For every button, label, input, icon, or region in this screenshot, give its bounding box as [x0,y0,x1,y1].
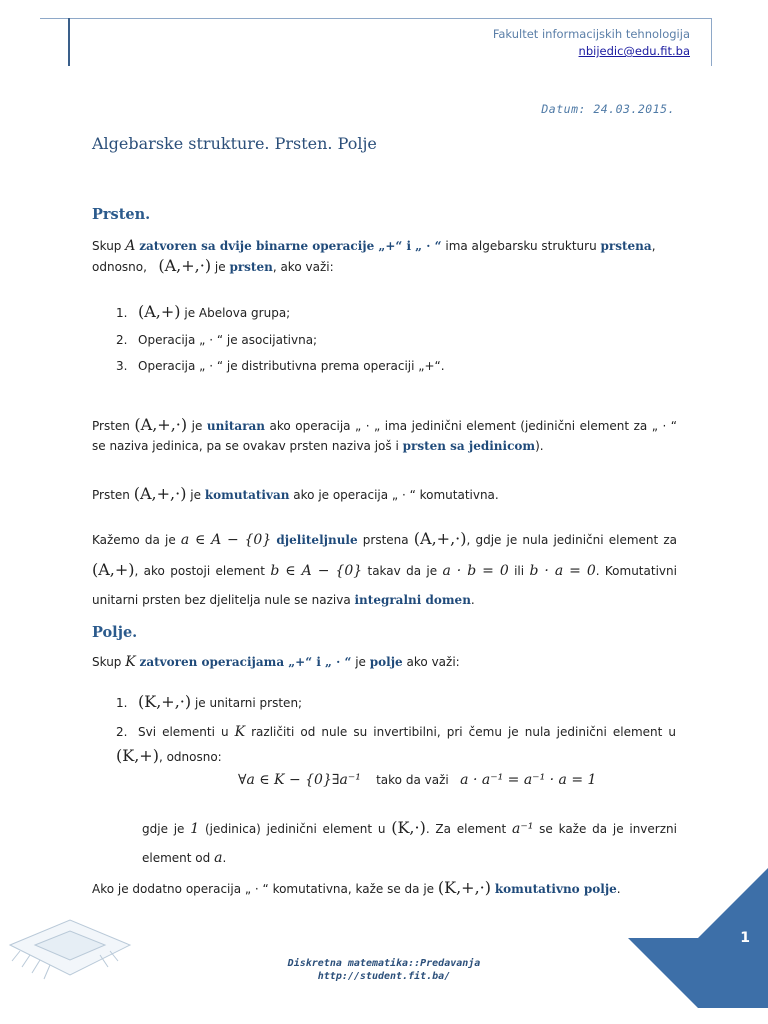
page-title: Algebarske strukture. Prsten. Polje [92,134,377,153]
komutativan-paragraph: Prsten (A,+,·) je komutativan ako je operacija „ · “ komutativna. [92,484,499,503]
list-item: 2. Svi elementi u K različiti od nule su invertibilni, pri čemu je nula jedinični element u (K,+), odnosno: [116,724,676,765]
list-item: 1. (K,+,·) je unitarni prsten; [116,692,303,711]
jedinica-paragraph: gdje je 1 (jedinica) jedinični element u (K,·). Za element a⁻¹ se kaže da je inverzni element od a. [142,818,677,866]
header-rule [40,18,712,19]
chip-icon [0,905,140,1005]
unitaran-paragraph: Prsten (A,+,·) je unitaran ako operacija „ · „ ima jedinični element (jedinični element za „ · “ se naziva jedinica, pa se ovakav prsten naziva još i prsten sa jedinicom). [92,415,677,453]
header-left-bar [68,18,70,66]
djelitelj-paragraph: Kažemo da je a ∈ A − {0} djeliteljnule prstena (A,+,·), gdje je nula jedinični element za (A,+), ako postoji element b ∈ A − {0} takav da je a · b = 0 ili b · a = 0. Komutativni unitarni prsten bez djelitelja nule se naziva integralni domen. [92,529,678,607]
polje-intro: Skup K zatvoren operacijama „+“ i „ · “ je polje ako važi: [92,654,460,670]
polje-heading: Polje. [92,624,138,641]
page-corner-top [698,868,768,938]
page-number: 1 [740,930,750,946]
prsten-heading: Prsten. [92,206,151,223]
footer-url[interactable]: http://student.fit.ba/ [317,971,451,982]
page-corner-bottom [628,938,768,1008]
faculty-name: Fakultet informacijskih tehnologija [492,27,690,41]
komutativno-polje-paragraph: Ako je dodatno operacija „ · “ komutativna, kaže se da je (K,+,·) komutativno polje. [92,878,621,897]
email-link[interactable]: nbijedic@edu.fit.ba [578,44,690,58]
prsten-intro: Skup A zatvoren sa dvije binarne operacije „+“ i „ · “ ima algebarsku strukturu prstena, odnosno, (A,+,·) je prsten, ako važi: [92,238,656,275]
list-item: 2. Operacija „ · “ je asocijativna; [116,333,318,347]
list-item: 3. Operacija „ · “ je distributivna prema operaciji „+“. [116,359,445,373]
date: Datum: 24.03.2015. [541,102,675,116]
header-right-bar [711,18,712,66]
inverse-formula: ∀a ∈ K − {0}∃a⁻¹ tako da važi a · a⁻¹ = a⁻¹ · a = 1 [238,772,597,788]
footer-course: Diskretna matematika::Predavanja [287,958,481,969]
list-item: 1. (A,+) je Abelova grupa; [116,302,291,321]
